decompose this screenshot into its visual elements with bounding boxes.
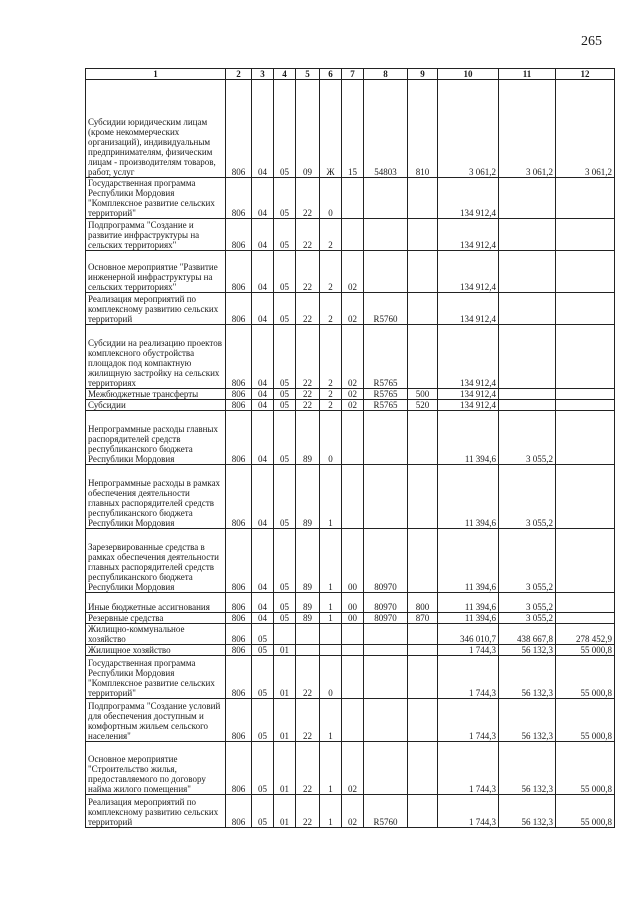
row-name: Непрограммные расходы в рамках обеспечения деятельности главных распорядителей средств республиканского бюджета Республики Мордовия (86, 465, 226, 529)
cell-c3: 04 (252, 293, 274, 325)
cell-c5: 89 (296, 529, 320, 593)
cell-c4: 01 (274, 645, 296, 656)
table-row (86, 529, 615, 593)
cell-c2: 806 (226, 624, 252, 645)
col-header: 2 (226, 69, 252, 80)
table-row (86, 389, 615, 400)
cell-c9: 870 (408, 613, 438, 624)
cell-c7 (342, 624, 364, 645)
cell-c10: 134 912,4 (438, 178, 499, 219)
cell-c9 (408, 465, 438, 529)
cell-c3: 05 (252, 624, 274, 645)
table-row (86, 178, 615, 219)
cell-c2: 806 (226, 645, 252, 656)
cell-c5: 89 (296, 465, 320, 529)
cell-c8 (364, 699, 408, 742)
cell-c7 (342, 465, 364, 529)
cell-c12 (556, 251, 615, 293)
cell-c6: 1 (320, 742, 342, 795)
cell-c2: 806 (226, 251, 252, 293)
cell-c4: 01 (274, 699, 296, 742)
cell-c5 (296, 624, 320, 645)
cell-c5: 89 (296, 411, 320, 465)
cell-c4: 05 (274, 465, 296, 529)
cell-c12: 55 000,8 (556, 742, 615, 795)
row-name: Межбюджетные трансферты (86, 389, 226, 400)
row-name: Государственная программа Республики Мордовия "Комплексное развитие сельских территорий" (86, 656, 226, 699)
col-header: 3 (252, 69, 274, 80)
table-row (86, 293, 615, 325)
cell-c2: 806 (226, 293, 252, 325)
cell-c5: 22 (296, 795, 320, 828)
cell-c4: 05 (274, 613, 296, 624)
cell-c12 (556, 613, 615, 624)
cell-c12 (556, 400, 615, 411)
col-header: 7 (342, 69, 364, 80)
cell-c12 (556, 178, 615, 219)
cell-c3: 05 (252, 699, 274, 742)
cell-c5: 89 (296, 613, 320, 624)
cell-c8 (364, 645, 408, 656)
table-row (86, 645, 615, 656)
cell-c8 (364, 624, 408, 645)
cell-c7: 00 (342, 613, 364, 624)
cell-c6: 2 (320, 389, 342, 400)
cell-c8 (364, 251, 408, 293)
cell-c7: 02 (342, 251, 364, 293)
row-name: Субсидии (86, 400, 226, 411)
cell-c11: 56 132,3 (499, 742, 556, 795)
cell-c11 (499, 178, 556, 219)
cell-c7: 02 (342, 293, 364, 325)
table-row (86, 80, 615, 178)
cell-c9 (408, 219, 438, 251)
cell-c12 (556, 593, 615, 613)
cell-c12: 3 061,2 (556, 80, 615, 178)
cell-c4: 01 (274, 795, 296, 828)
cell-c12: 55 000,8 (556, 699, 615, 742)
cell-c8: 80970 (364, 613, 408, 624)
cell-c11: 3 061,2 (499, 80, 556, 178)
cell-c2: 806 (226, 613, 252, 624)
cell-c11: 3 055,2 (499, 529, 556, 593)
cell-c5: 22 (296, 251, 320, 293)
cell-c12 (556, 389, 615, 400)
cell-c8: R5760 (364, 795, 408, 828)
cell-c3: 04 (252, 593, 274, 613)
cell-c9 (408, 699, 438, 742)
cell-c6: 1 (320, 613, 342, 624)
cell-c8 (364, 178, 408, 219)
cell-c2: 806 (226, 325, 252, 389)
cell-c6: 1 (320, 699, 342, 742)
cell-c3: 05 (252, 795, 274, 828)
cell-c6: 2 (320, 219, 342, 251)
cell-c11: 56 132,3 (499, 699, 556, 742)
table-row (86, 795, 615, 828)
cell-c12: 55 000,8 (556, 795, 615, 828)
cell-c3: 04 (252, 411, 274, 465)
cell-c8: R5760 (364, 293, 408, 325)
cell-c12 (556, 529, 615, 593)
cell-c10: 11 394,6 (438, 593, 499, 613)
col-header: 9 (408, 69, 438, 80)
cell-c9: 520 (408, 400, 438, 411)
cell-c5: 89 (296, 593, 320, 613)
cell-c7 (342, 411, 364, 465)
cell-c5: 22 (296, 293, 320, 325)
cell-c6 (320, 645, 342, 656)
cell-c3: 04 (252, 529, 274, 593)
cell-c5: 22 (296, 656, 320, 699)
cell-c9: 800 (408, 593, 438, 613)
cell-c11 (499, 389, 556, 400)
cell-c2: 806 (226, 411, 252, 465)
cell-c7: 02 (342, 795, 364, 828)
cell-c3: 04 (252, 400, 274, 411)
col-header: 1 (86, 69, 226, 80)
cell-c8: 80970 (364, 593, 408, 613)
cell-c6: 2 (320, 293, 342, 325)
cell-c11: 3 055,2 (499, 465, 556, 529)
cell-c6: 2 (320, 325, 342, 389)
cell-c12: 55 000,8 (556, 656, 615, 699)
cell-c10: 134 912,4 (438, 325, 499, 389)
cell-c11 (499, 293, 556, 325)
row-name: Реализация мероприятий по комплексному развитию сельских территорий (86, 293, 226, 325)
budget-table (85, 68, 615, 828)
cell-c12 (556, 293, 615, 325)
cell-c4: 05 (274, 389, 296, 400)
table-row (86, 624, 615, 645)
cell-c10: 346 010,7 (438, 624, 499, 645)
cell-c8 (364, 465, 408, 529)
cell-c2: 806 (226, 465, 252, 529)
cell-c9 (408, 251, 438, 293)
cell-c6: Ж (320, 80, 342, 178)
cell-c5: 22 (296, 742, 320, 795)
cell-c7 (342, 178, 364, 219)
cell-c8: R5765 (364, 400, 408, 411)
cell-c3: 05 (252, 656, 274, 699)
cell-c4: 01 (274, 656, 296, 699)
cell-c11 (499, 400, 556, 411)
cell-c4: 05 (274, 293, 296, 325)
cell-c6: 1 (320, 529, 342, 593)
cell-c4: 01 (274, 742, 296, 795)
cell-c5: 22 (296, 389, 320, 400)
cell-c4: 05 (274, 529, 296, 593)
row-name: Основное мероприятие "Строительство жилья, предоставляемого по договору найма жилого помещения" (86, 742, 226, 795)
row-name: Основное мероприятие "Развитие инженерной инфраструктуры на сельских территориях" (86, 251, 226, 293)
col-header: 12 (556, 69, 615, 80)
cell-c10: 134 912,4 (438, 251, 499, 293)
cell-c4: 05 (274, 411, 296, 465)
cell-c12: 55 000,8 (556, 645, 615, 656)
cell-c8: R5765 (364, 389, 408, 400)
cell-c8 (364, 656, 408, 699)
row-name: Подпрограмма "Создание и развитие инфраструктуры на сельских территориях" (86, 219, 226, 251)
row-name: Жилищное хозяйство (86, 645, 226, 656)
cell-c4: 05 (274, 219, 296, 251)
cell-c9 (408, 795, 438, 828)
table-row (86, 742, 615, 795)
cell-c5 (296, 645, 320, 656)
cell-c4: 05 (274, 400, 296, 411)
cell-c11: 3 055,2 (499, 593, 556, 613)
cell-c9 (408, 742, 438, 795)
cell-c12 (556, 465, 615, 529)
cell-c7 (342, 219, 364, 251)
row-name: Непрограммные расходы главных распорядителей средств республиканского бюджета Республики Мордовия (86, 411, 226, 465)
cell-c10: 1 744,3 (438, 699, 499, 742)
cell-c5: 22 (296, 400, 320, 411)
cell-c9 (408, 624, 438, 645)
cell-c2: 806 (226, 593, 252, 613)
table-row (86, 400, 615, 411)
cell-c7: 00 (342, 529, 364, 593)
cell-c7: 02 (342, 742, 364, 795)
cell-c8 (364, 411, 408, 465)
table-row (86, 325, 615, 389)
cell-c6: 0 (320, 178, 342, 219)
cell-c2: 806 (226, 656, 252, 699)
col-header: 10 (438, 69, 499, 80)
cell-c6: 2 (320, 251, 342, 293)
col-header: 6 (320, 69, 342, 80)
cell-c10: 1 744,3 (438, 742, 499, 795)
cell-c5: 22 (296, 699, 320, 742)
cell-c2: 806 (226, 219, 252, 251)
cell-c5: 22 (296, 219, 320, 251)
cell-c9 (408, 325, 438, 389)
cell-c3: 04 (252, 219, 274, 251)
cell-c2: 806 (226, 80, 252, 178)
cell-c10: 134 912,4 (438, 400, 499, 411)
cell-c11: 56 132,3 (499, 795, 556, 828)
cell-c2: 806 (226, 795, 252, 828)
table-row (86, 251, 615, 293)
cell-c11: 3 055,2 (499, 411, 556, 465)
cell-c3: 05 (252, 742, 274, 795)
cell-c9 (408, 293, 438, 325)
row-name: Государственная программа Республики Мордовия "Комплексное развитие сельских территорий" (86, 178, 226, 219)
cell-c5: 22 (296, 325, 320, 389)
cell-c11: 3 055,2 (499, 613, 556, 624)
cell-c3: 04 (252, 178, 274, 219)
cell-c11: 56 132,3 (499, 656, 556, 699)
cell-c7: 02 (342, 325, 364, 389)
cell-c6: 1 (320, 465, 342, 529)
cell-c9 (408, 656, 438, 699)
cell-c10: 134 912,4 (438, 389, 499, 400)
cell-c4: 05 (274, 178, 296, 219)
cell-c3: 04 (252, 80, 274, 178)
cell-c6: 1 (320, 795, 342, 828)
cell-c9: 810 (408, 80, 438, 178)
cell-c7 (342, 699, 364, 742)
cell-c10: 11 394,6 (438, 529, 499, 593)
cell-c10: 1 744,3 (438, 645, 499, 656)
cell-c3: 04 (252, 389, 274, 400)
cell-c2: 806 (226, 529, 252, 593)
cell-c7 (342, 656, 364, 699)
cell-c10: 3 061,2 (438, 80, 499, 178)
cell-c3: 04 (252, 251, 274, 293)
table-header-row (86, 69, 615, 80)
cell-c9 (408, 529, 438, 593)
cell-c6: 0 (320, 656, 342, 699)
cell-c7: 15 (342, 80, 364, 178)
cell-c4 (274, 624, 296, 645)
cell-c6: 2 (320, 400, 342, 411)
row-name: Субсидии на реализацию проектов комплексного обустройства площадок под компактную жилищную застройку на сельских территориях (86, 325, 226, 389)
cell-c6: 1 (320, 593, 342, 613)
row-name: Субсидии юридическим лицам (кроме некоммерческих организаций), индивидуальным предпринимателям, физическим лицам - производителям товаров, работ, услуг (86, 80, 226, 178)
cell-c9: 500 (408, 389, 438, 400)
cell-c12 (556, 325, 615, 389)
cell-c7: 02 (342, 389, 364, 400)
col-header: 4 (274, 69, 296, 80)
cell-c9 (408, 645, 438, 656)
cell-c10: 11 394,6 (438, 411, 499, 465)
cell-c12 (556, 219, 615, 251)
row-name: Жилищно-коммунальное хозяйство (86, 624, 226, 645)
cell-c11 (499, 325, 556, 389)
cell-c10: 1 744,3 (438, 795, 499, 828)
cell-c9 (408, 411, 438, 465)
cell-c12 (556, 411, 615, 465)
cell-c8 (364, 219, 408, 251)
cell-c3: 05 (252, 645, 274, 656)
cell-c6: 0 (320, 411, 342, 465)
cell-c7: 02 (342, 400, 364, 411)
cell-c7 (342, 645, 364, 656)
col-header: 5 (296, 69, 320, 80)
cell-c9 (408, 178, 438, 219)
cell-c11: 438 667,8 (499, 624, 556, 645)
cell-c10: 1 744,3 (438, 656, 499, 699)
cell-c3: 04 (252, 613, 274, 624)
cell-c2: 806 (226, 389, 252, 400)
cell-c7: 00 (342, 593, 364, 613)
cell-c8: 54803 (364, 80, 408, 178)
page-number: 265 (581, 34, 602, 49)
cell-c2: 806 (226, 400, 252, 411)
cell-c2: 806 (226, 178, 252, 219)
row-name: Реализация мероприятий по комплексному развитию сельских территорий (86, 795, 226, 828)
col-header: 8 (364, 69, 408, 80)
cell-c4: 05 (274, 251, 296, 293)
cell-c11 (499, 251, 556, 293)
cell-c2: 806 (226, 699, 252, 742)
table-row (86, 465, 615, 529)
table-row (86, 219, 615, 251)
row-name: Зарезервированные средства в рамках обеспечения деятельности главных распорядителей средств республиканского бюджета Республики Мордовия (86, 529, 226, 593)
cell-c11 (499, 219, 556, 251)
cell-c11: 56 132,3 (499, 645, 556, 656)
row-name: Резервные средства (86, 613, 226, 624)
cell-c10: 11 394,6 (438, 613, 499, 624)
cell-c4: 05 (274, 593, 296, 613)
cell-c5: 09 (296, 80, 320, 178)
cell-c10: 134 912,4 (438, 219, 499, 251)
table-row (86, 411, 615, 465)
cell-c4: 05 (274, 325, 296, 389)
table-row (86, 593, 615, 613)
row-name: Подпрограмма "Создание условий для обеспечения доступным и комфортным жильем сельского населения" (86, 699, 226, 742)
cell-c3: 04 (252, 465, 274, 529)
table-row (86, 699, 615, 742)
cell-c4: 05 (274, 80, 296, 178)
cell-c12: 278 452,9 (556, 624, 615, 645)
cell-c3: 04 (252, 325, 274, 389)
cell-c8: R5765 (364, 325, 408, 389)
cell-c8: 80970 (364, 529, 408, 593)
row-name: Иные бюджетные ассигнования (86, 593, 226, 613)
table-row (86, 613, 615, 624)
cell-c8 (364, 742, 408, 795)
cell-c6 (320, 624, 342, 645)
col-header: 11 (499, 69, 556, 80)
cell-c5: 22 (296, 178, 320, 219)
cell-c10: 134 912,4 (438, 293, 499, 325)
cell-c10: 11 394,6 (438, 465, 499, 529)
table-row (86, 656, 615, 699)
cell-c2: 806 (226, 742, 252, 795)
